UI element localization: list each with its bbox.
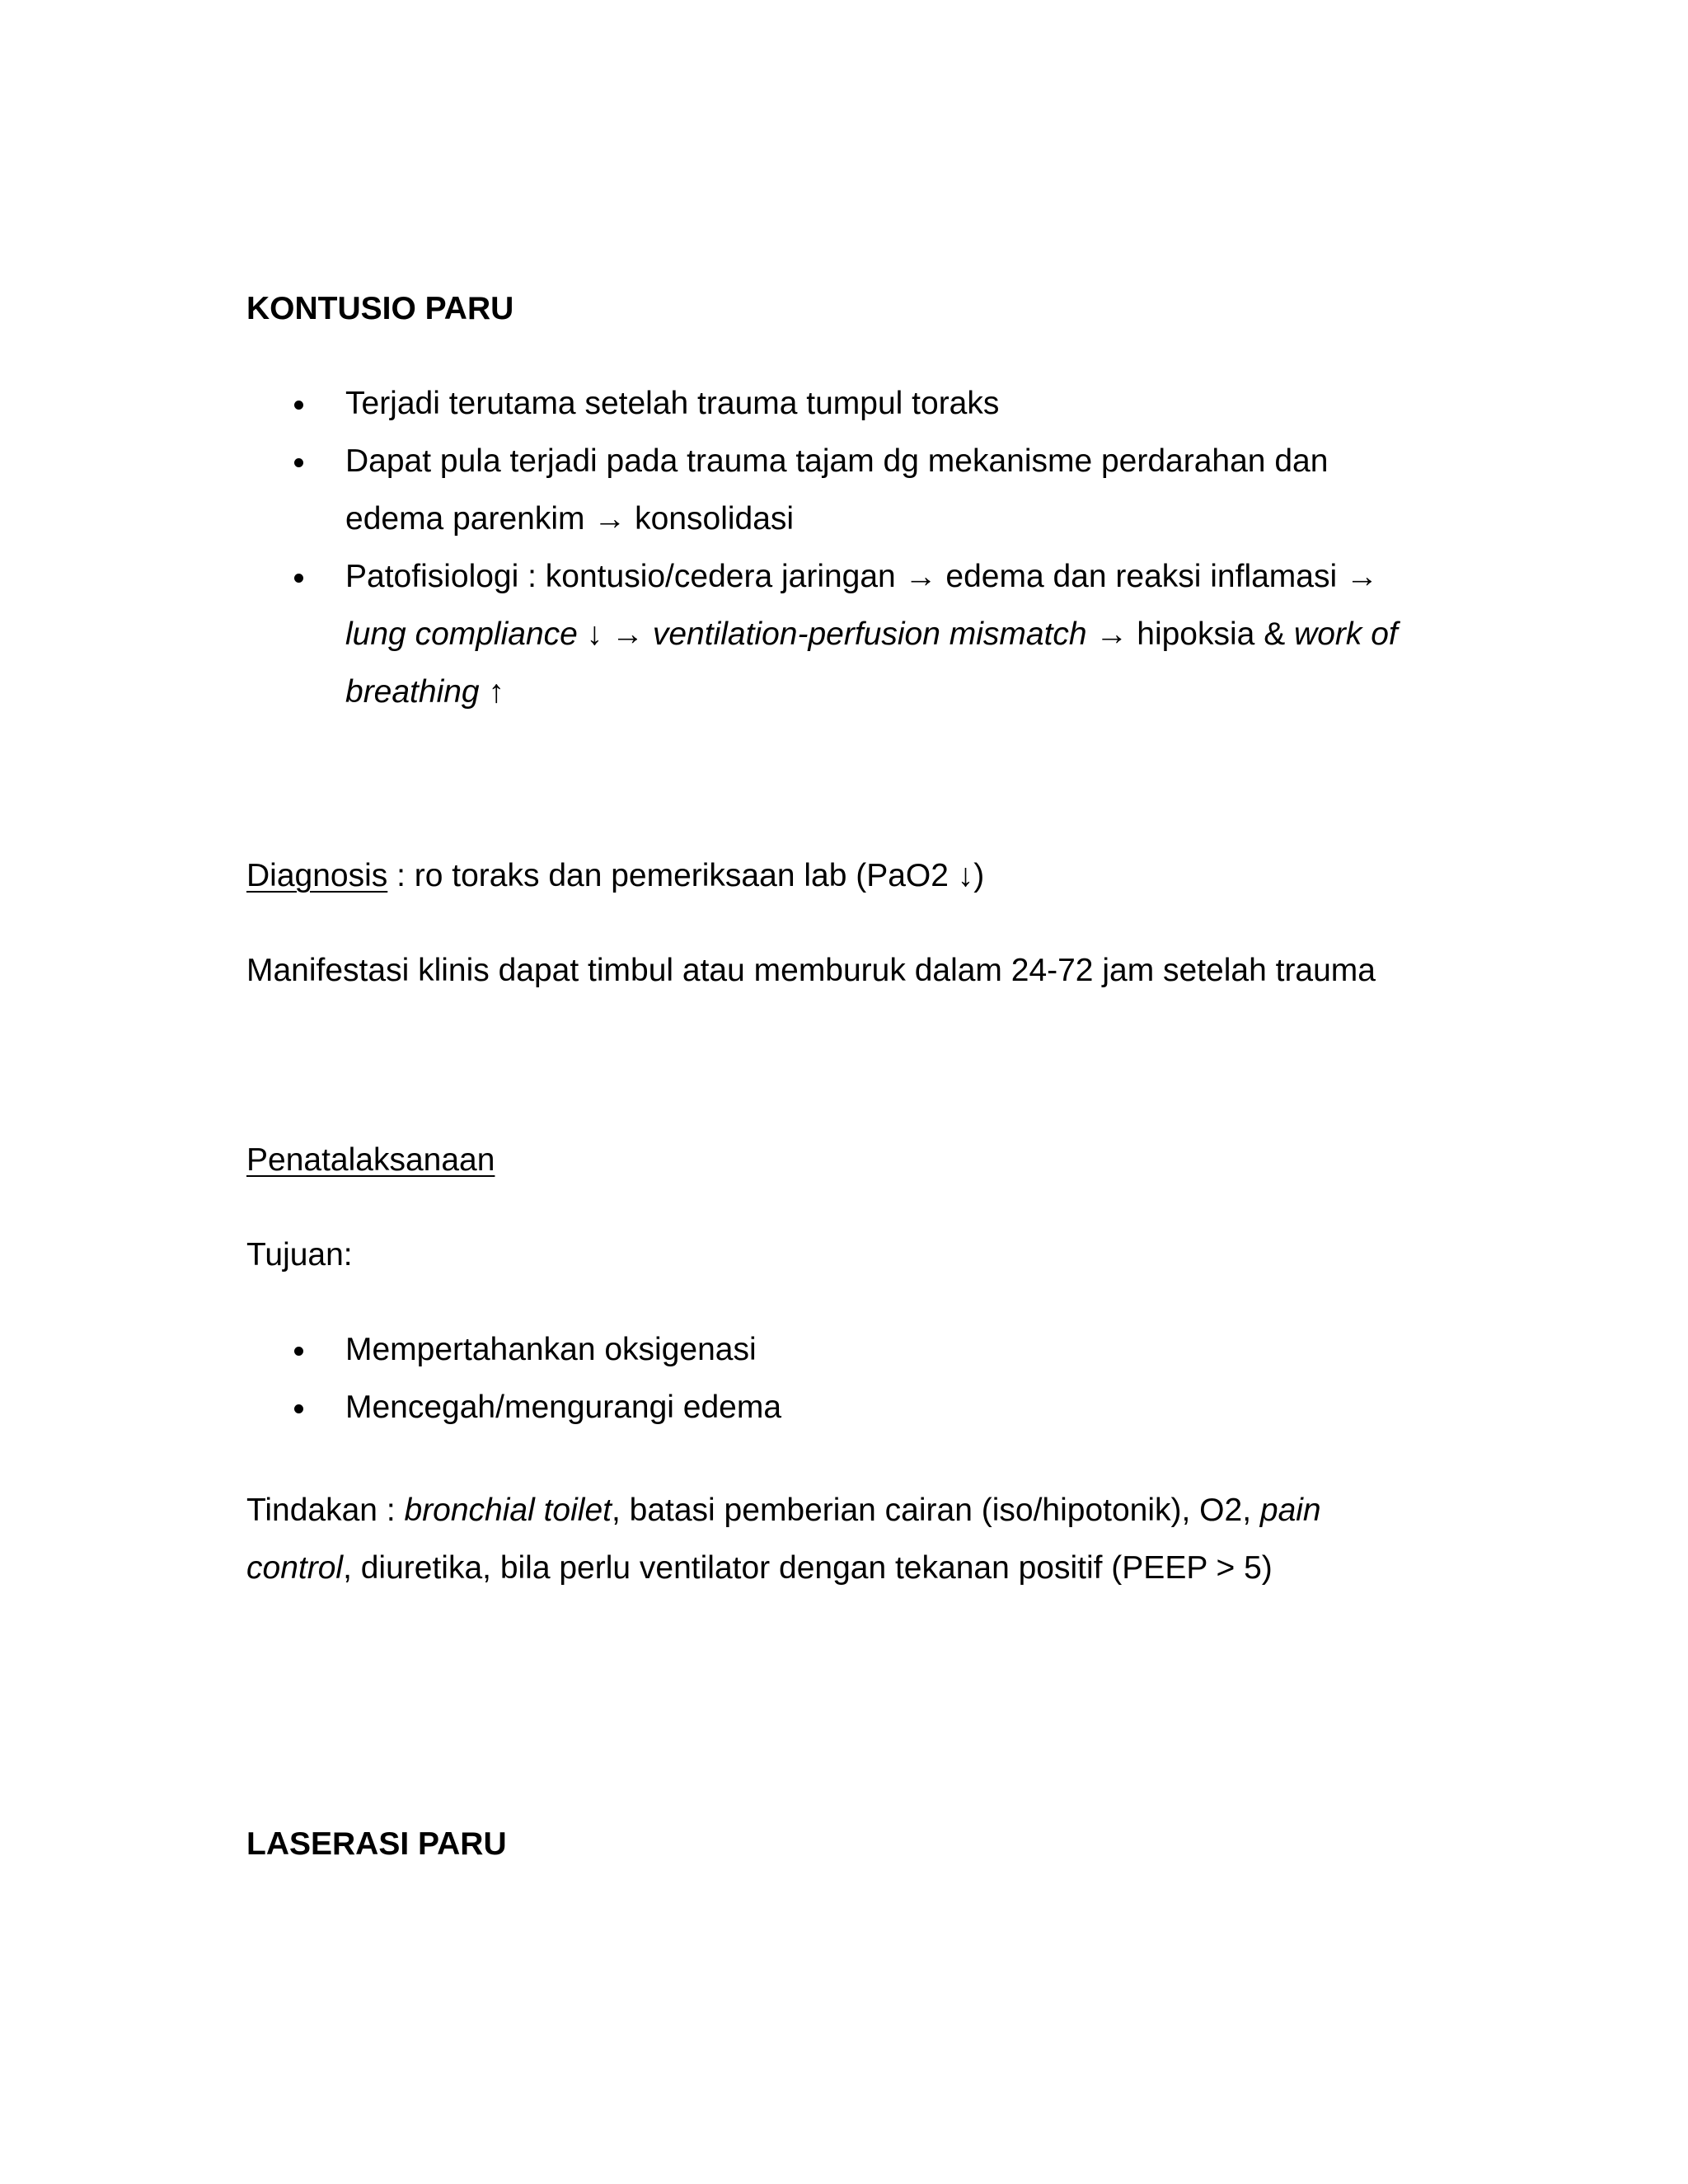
diagnosis-label: Diagnosis [246, 858, 388, 893]
text-run: → hipoksia & [1086, 616, 1295, 652]
section-title-kontusio: KONTUSIO PARU [246, 291, 514, 326]
text-run: , diuretika, bila perlu ventilator dengan tekanan positif (PEEP > 5) [343, 1550, 1273, 1586]
italic-term: ventilation-perfusion mismatch [652, 616, 1087, 652]
tindakan-line [246, 1540, 1450, 1597]
text-run: Tindakan : [246, 1493, 405, 1528]
italic-term: control [246, 1550, 344, 1586]
list-item [246, 375, 1450, 433]
kontusio-bullet-list [246, 375, 1450, 721]
list-item [246, 1379, 1450, 1436]
italic-term: lung compliance [345, 616, 578, 652]
text-run: , batasi pemberian cairan (iso/hipotonik), O2, [611, 1493, 1260, 1528]
italic-term: breathing [345, 674, 480, 710]
list-item-text: Mempertahankan oksigenasi [345, 1332, 757, 1367]
italic-term: pain [1259, 1493, 1321, 1528]
bullet-icon [294, 1404, 303, 1413]
italic-term: bronchial toilet [404, 1493, 612, 1528]
section-title-laserasi: LASERASI PARU [246, 1826, 507, 1862]
bullet-icon [294, 401, 303, 410]
tindakan-line [246, 1482, 1450, 1540]
list-item [246, 433, 1450, 548]
diagnosis-paragraph [246, 847, 1450, 905]
tujuan-label: Tujuan: [246, 1237, 353, 1272]
list-item-text: Patofisiologi : kontusio/cedera jaringan → edema dan reaksi inflamasi → [345, 559, 1378, 594]
list-item [246, 1321, 1450, 1379]
list-item-text [345, 606, 1450, 663]
penatalaksanaan-heading [246, 1132, 1450, 1189]
list-item [246, 548, 1450, 721]
list-item-text: Mencegah/mengurangi edema [345, 1390, 782, 1425]
bullet-icon [294, 1347, 303, 1356]
list-item-text: edema parenkim → konsolidasi [345, 501, 795, 537]
manifestasi-paragraph: Manifestasi klinis dapat timbul atau memburuk dalam 24-72 jam setelah trauma [246, 953, 1376, 988]
list-item-text [345, 663, 1450, 721]
penatalaksanaan-label: Penatalaksanaan [246, 1142, 495, 1178]
diagnosis-text: : ro toraks dan pemeriksaan lab (PaO2 ↓) [387, 858, 985, 893]
list-item-text: Dapat pula terjadi pada trauma tajam dg mekanisme perdarahan dan [345, 443, 1329, 479]
bullet-icon [294, 574, 303, 583]
list-item-text: Terjadi terutama setelah trauma tumpul toraks [345, 386, 1000, 421]
text-run: ↑ [479, 674, 504, 710]
tindakan-paragraph [246, 1482, 1450, 1597]
tujuan-bullet-list [246, 1321, 1450, 1436]
text-run: ↓ → [577, 616, 653, 652]
italic-term: work of [1294, 616, 1398, 652]
bullet-icon [294, 458, 303, 467]
